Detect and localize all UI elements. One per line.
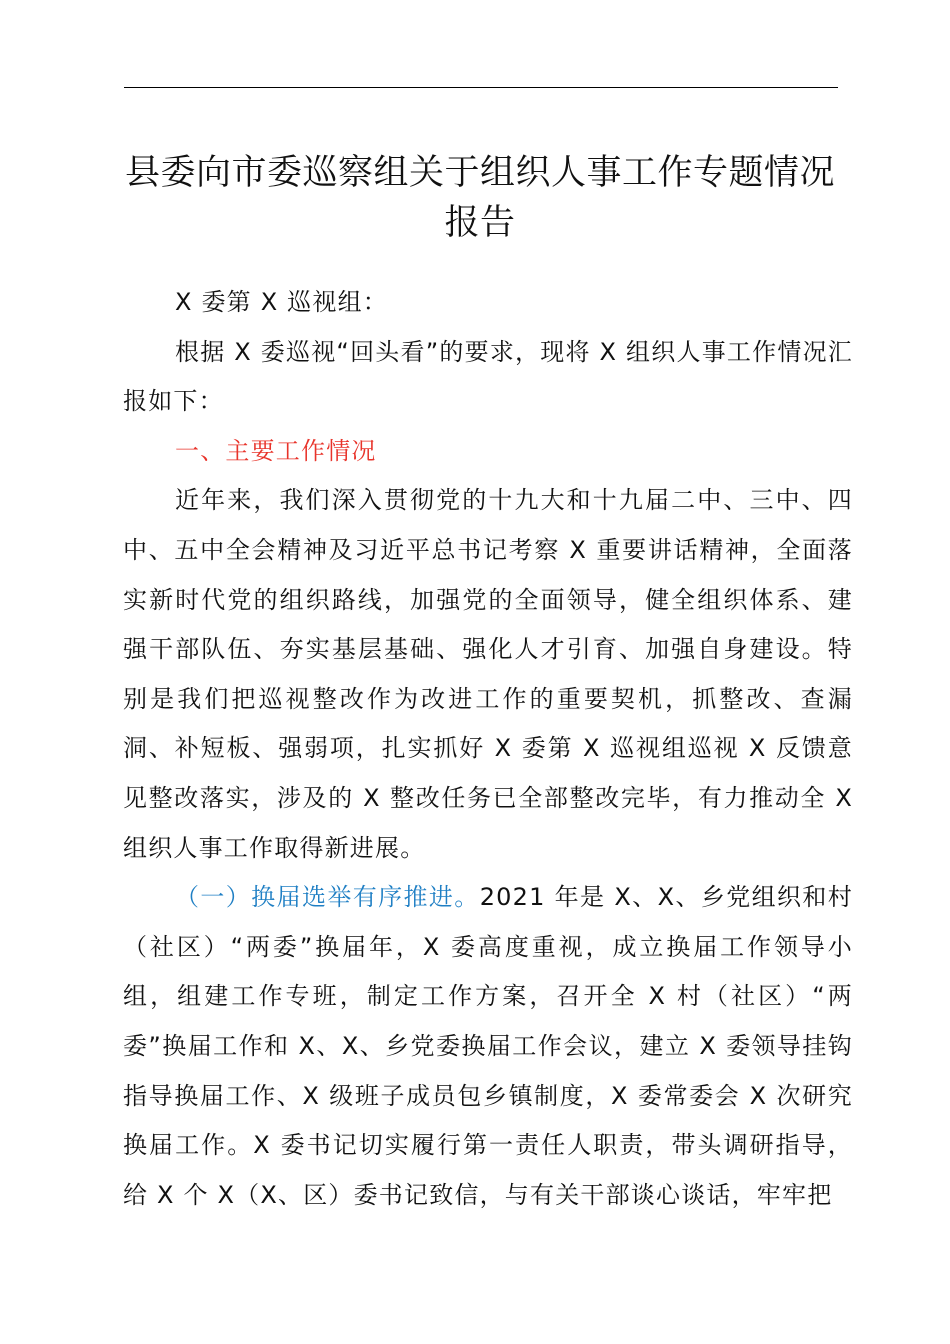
document-body	[123, 278, 853, 1220]
subsection-text-election: 2021 年是 X、X、乡党组织和村（社区）“两委”换届年，X 委高度重视，成立换届工作领导小组，组建工作专班，制定工作方案，召开全 X 村（社区）“两委”换届工作和 X、X、乡党委换届工作会议，建立 X 委领导挂钩指导换届工作、X 级班子成员包乡镇制度，X 委常委会 X 次研究换届工作。X 委书记切实履行第一责任人职责，带头调研指导，给 X 个 X（X、区）委书记致信，与有关干部谈心谈话，牢牢把	[123, 883, 853, 1209]
header-rule	[124, 87, 838, 88]
section-paragraph-main-work: 近年来，我们深入贯彻党的十九大和十九届二中、三中、四中、五中全会精神及习近平总书记考察 X 重要讲话精神，全面落实新时代党的组织路线，加强党的全面领导，健全组织体系、建强干部队伍、夯实基层基础、强化人才引育、加强自身建设。特别是我们把巡视整改作为改进工作的重要契机，抓整改、查漏洞、补短板、强弱项，扎实抓好 X 委第 X 巡视组巡视 X 反馈意见整改落实，涉及的 X 整改任务已全部整改完毕，有力推动全 X 组织人事工作取得新进展。	[123, 486, 853, 862]
document-title: 县委向市委巡察组关于组织人事工作专题情况报告	[124, 153, 835, 243]
section-heading-main-work: 一、主要工作情况	[175, 436, 377, 465]
subsection-heading-election: （一）换届选举有序推进。	[175, 883, 480, 912]
salutation: X 委第 X 巡视组：	[175, 288, 388, 316]
intro-paragraph: 根据 X 委巡视“回头看”的要求，现将 X 组织人事工作情况汇报如下：	[123, 337, 853, 416]
subsection-paragraph-election	[123, 873, 853, 1220]
